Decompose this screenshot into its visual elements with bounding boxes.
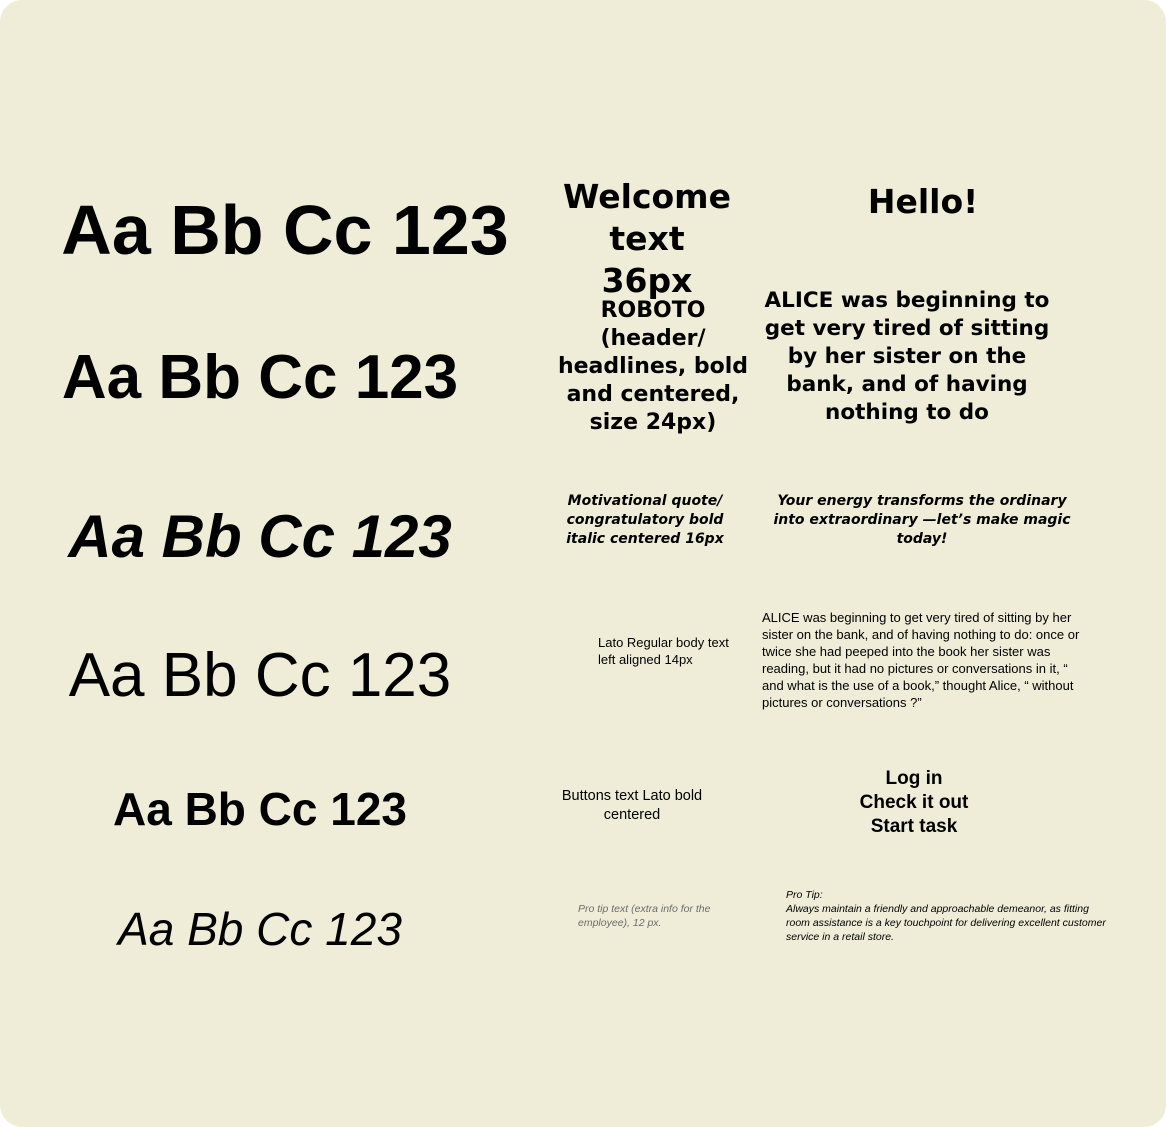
headline-style-description: ROBOTO (header/ headlines, bold and centered, size 24px) <box>557 298 749 435</box>
body-style-description: Lato Regular body text left aligned 14px <box>598 635 729 667</box>
sample-roboto-bold-italic: Aa Bb Cc 123 <box>68 503 452 570</box>
hello-example: Hello! <box>867 182 979 221</box>
sample-roboto-bold: Aa Bb Cc 123 <box>61 191 509 269</box>
pro-tip-style-description: Pro tip text (extra info for the employee), 12 px. <box>578 903 711 929</box>
pro-tip-example <box>786 888 1106 944</box>
sample-lato-bold: Aa Bb Cc 123 <box>112 783 407 835</box>
body-text-example: ALICE was beginning to get very tired of sitting by her sister on the bank, and of having nothing to do: once or twice she had peeped into the book her sister was reading, but it had no pictures or conversations in it, “ and what is the use of a book,” thought Alice, “ without pictures or conversations ?” <box>762 610 1080 710</box>
login-button-text: Log in <box>885 768 943 789</box>
button-text-examples <box>834 767 994 839</box>
headline-example: ALICE was beginning to get very tired of sitting by her sister on the bank, and of having nothing to do <box>764 288 1050 425</box>
start-task-button-text: Start task <box>870 816 958 837</box>
sample-lato-regular: Aa Bb Cc 123 <box>68 641 452 710</box>
button-style-description: Buttons text Lato bold centered <box>561 788 703 823</box>
sample-lato-italic: Aa Bb Cc 123 <box>118 903 402 955</box>
pro-tip-label: Pro Tip: <box>786 889 823 901</box>
quote-example: Your energy transforms the ordinary into extraordinary —let’s make magic today! <box>773 493 1071 547</box>
pro-tip-text: Always maintain a friendly and approachable demeanor, as fitting room assistance is a key touchpoint for delivering excellent customer service in a retail store. <box>786 903 1106 943</box>
sample-roboto-bold-headline: Aa Bb Cc 123 <box>61 343 459 412</box>
quote-style-description: Motivational quote/ congratulatory bold italic centered 16px <box>566 493 724 547</box>
welcome-text-description: Welcome text 36px <box>563 177 731 300</box>
check-it-out-button-text: Check it out <box>859 792 969 813</box>
